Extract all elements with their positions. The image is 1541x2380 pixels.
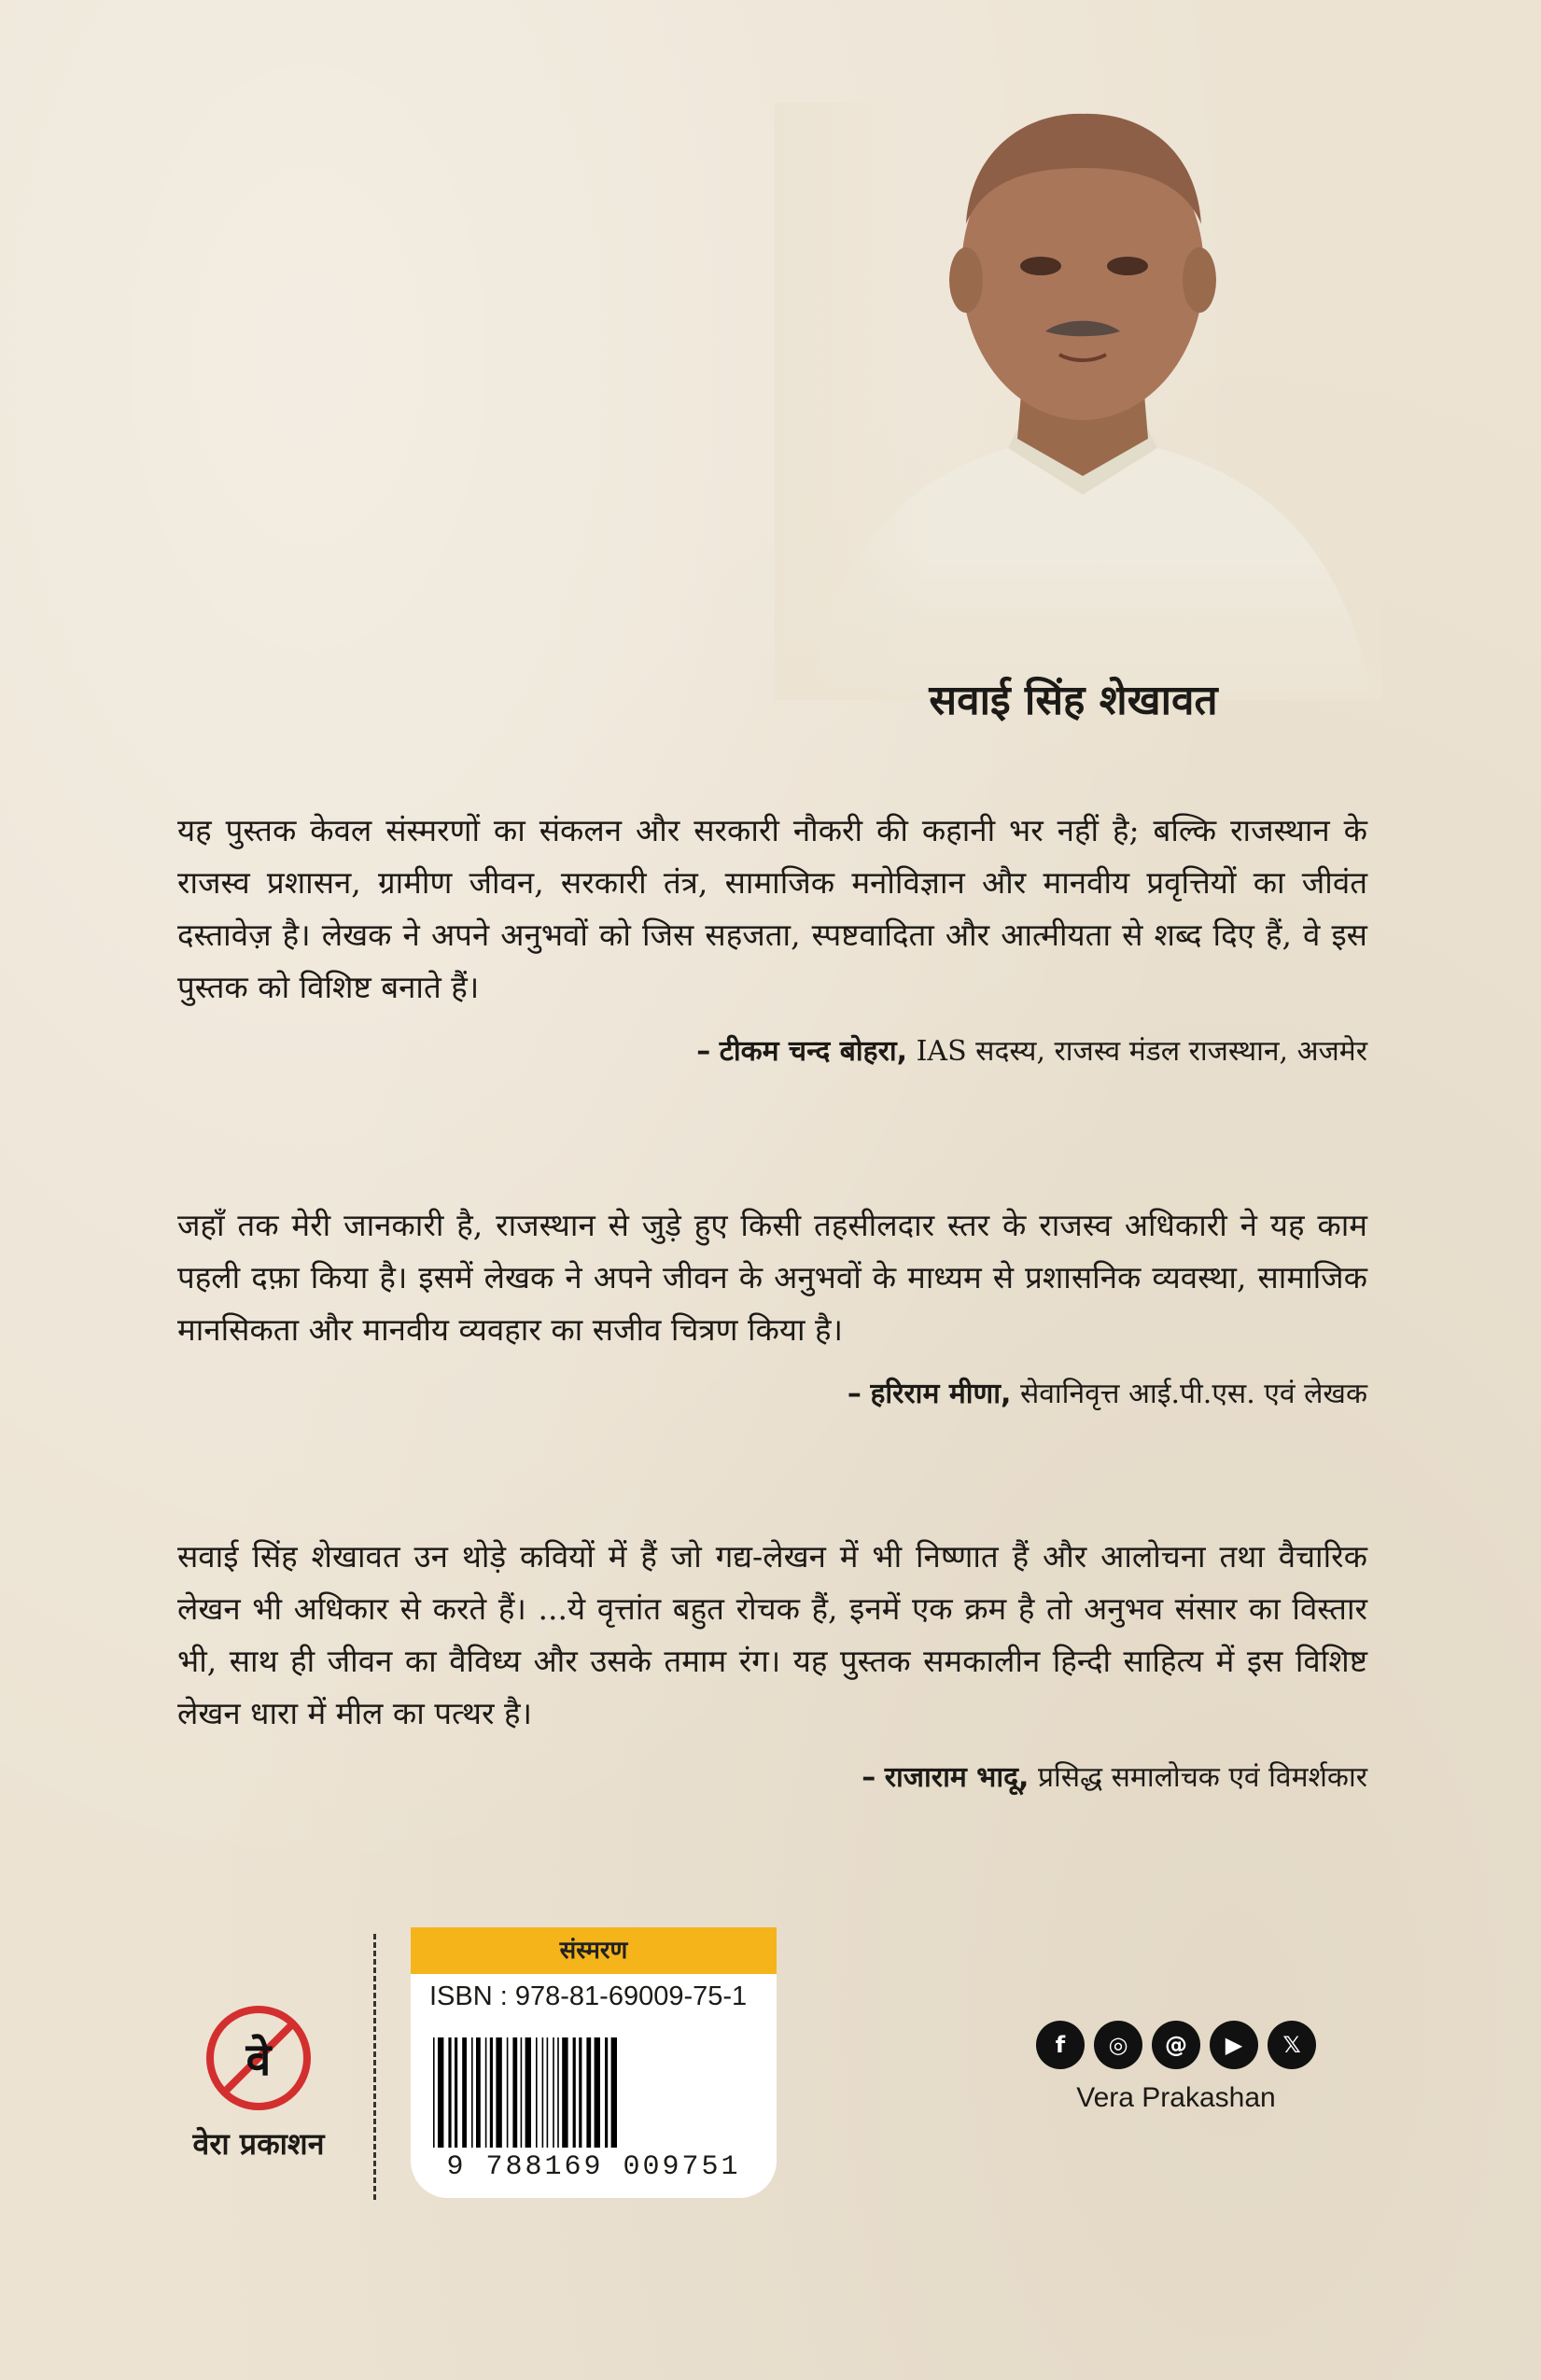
barcode-bar <box>611 2037 617 2148</box>
quote-block <box>177 1199 1367 1411</box>
social-links <box>1036 2021 1316 2114</box>
barcode-bar <box>595 2037 600 2148</box>
publisher-logo <box>161 2002 357 2163</box>
dashed-divider <box>373 1934 376 2200</box>
barcode-bar <box>462 2037 467 2148</box>
barcode-bar <box>573 2037 576 2148</box>
quote-block <box>177 805 1367 1069</box>
barcode-bar <box>438 2037 443 2148</box>
barcode-bar <box>476 2037 481 2148</box>
barcode-bars <box>429 2037 758 2149</box>
facebook-icon[interactable]: f <box>1036 2021 1085 2069</box>
barcode-bar <box>471 2037 473 2148</box>
barcode-panel <box>411 1927 777 2198</box>
quote-attribution <box>177 1030 1367 1069</box>
instagram-icon[interactable]: ◎ <box>1094 2021 1142 2069</box>
barcode-bar <box>485 2037 487 2148</box>
attribution-dash: – <box>862 1761 876 1794</box>
logo-glyph: वे <box>245 2034 272 2086</box>
barcode-bar <box>525 2037 531 2148</box>
social-label: Vera Prakashan <box>1076 2082 1276 2113</box>
attribution-name: टीकम चन्द बोहरा, <box>719 1035 908 1068</box>
barcode-bar <box>536 2037 538 2148</box>
quote-text: जहाँ तक मेरी जानकारी है, राजस्थान से जुड़े हुए किसी तहसीलदार स्तर के राजस्व अधिकारी ने यह काम पहली दफ़ा किया है। इसमें लेखक ने अपने जीवन के अनुभवों के माध्यम से प्रशासनिक व्यवस्था, सामाजिक मानसिकता और मानवीय व्यवहार का सजीव चित्रण किया है। <box>177 1207 1367 1348</box>
quote-block <box>177 1531 1367 1795</box>
barcode-bar <box>547 2037 549 2148</box>
author-name: सवाई सिंह शेखावत <box>929 677 1218 724</box>
isbn-text: ISBN : 978-81-69009-75-1 <box>429 1981 748 2011</box>
barcode-bar <box>605 2037 608 2148</box>
attribution-dash: – <box>696 1035 711 1068</box>
social-icons <box>1036 2021 1316 2069</box>
quote-attribution <box>177 1373 1367 1411</box>
barcode-bar <box>512 2037 517 2148</box>
attribution-name: हरिराम मीणा, <box>870 1378 1012 1410</box>
threads-icon[interactable]: @ <box>1152 2021 1200 2069</box>
author-portrait <box>775 103 1381 700</box>
barcode-bar <box>557 2037 559 2148</box>
genre-label: संस्मरण <box>411 1927 777 1974</box>
quote-attribution <box>177 1757 1367 1795</box>
barcode-bar <box>507 2037 509 2148</box>
barcode-bar <box>490 2037 493 2148</box>
barcode-bar <box>579 2037 581 2148</box>
barcode-bar <box>521 2037 523 2148</box>
barcode-bar <box>542 2037 544 2148</box>
barcode-bar <box>553 2037 554 2148</box>
barcode-bar <box>496 2037 501 2148</box>
vera-logo-icon <box>203 2002 315 2114</box>
barcode-bar <box>586 2037 591 2148</box>
barcode-bar <box>455 2037 457 2148</box>
quote-text: सवाई सिंह शेखावत उन थोड़े कवियों में हैं जो गद्य-लेखन में भी निष्णात हैं और आलोचना तथा वैचारिक लेखन भी अधिकार से करते हैं। ...ये वृत्तांत बहुत रोचक हैं, इनमें एक क्रम है तो अनुभव संसार का विस्तार भी, साथ ही जीवन का वैविध्य और उसके तमाम रंग। यह पुस्तक समकालीन हिन्दी साहित्य में इस विशिष्ट लेखन धारा में मील का पत्थर है। <box>177 1538 1367 1731</box>
x-icon[interactable]: 𝕏 <box>1268 2021 1316 2069</box>
attribution-desc: IAS सदस्य, राजस्व मंडल राजस्थान, अजमेर <box>916 1035 1367 1068</box>
attribution-name: राजाराम भादू, <box>884 1761 1030 1794</box>
barcode-bar <box>433 2037 435 2148</box>
quote-text: यह पुस्तक केवल संस्मरणों का संकलन और सरकारी नौकरी की कहानी भर नहीं है; बल्कि राजस्थान के राजस्व प्रशासन, ग्रामीण जीवन, सरकारी तंत्र, सामाजिक मनोविज्ञान और मानवीय प्रवृत्तियों का जीवंत दस्तावेज़ है। लेखक ने अपने अनुभवों को जिस सहजता, स्पष्टवादिता और आत्मीयता से शब्द दिए हैं, वे इस पुस्तक को विशिष्ट बनाते हैं। <box>177 812 1367 1005</box>
youtube-icon[interactable]: ▶ <box>1210 2021 1258 2069</box>
barcode-digits: 9 788169 009751 <box>446 2151 741 2183</box>
barcode-bar <box>562 2037 567 2148</box>
attribution-desc: सेवानिवृत्त आई.पी.एस. एवं लेखक <box>1019 1378 1367 1410</box>
attribution-desc: प्रसिद्ध समालोचक एवं विमर्शकार <box>1037 1761 1367 1794</box>
attribution-dash: – <box>847 1378 862 1410</box>
publisher-name: वेरा प्रकाशन <box>192 2126 325 2162</box>
barcode-bar <box>448 2037 451 2148</box>
